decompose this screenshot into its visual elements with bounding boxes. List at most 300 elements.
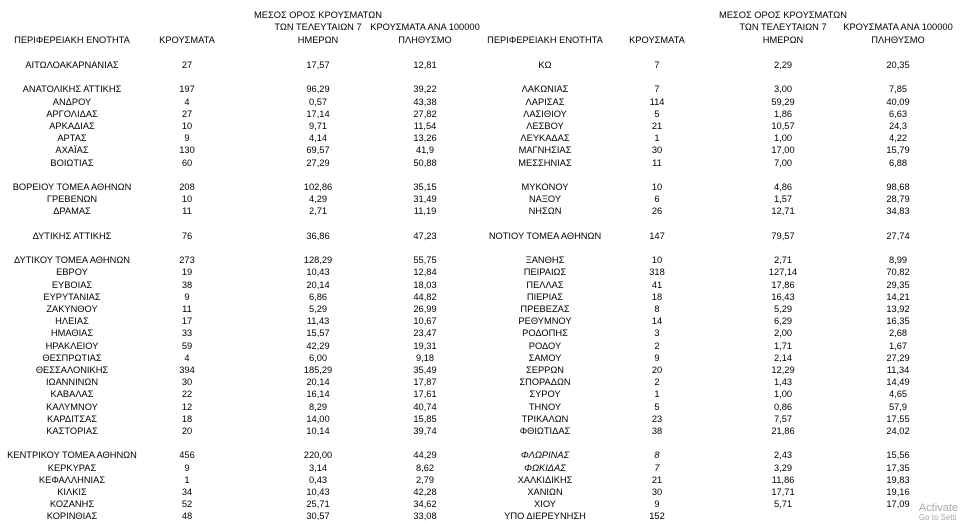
avg-7-days-cell: 11,86 [771,474,795,485]
avg-7-days-cell: 6,29 [773,316,793,327]
region-cell: ΚΟΡΙΝΘΙΑΣ [46,511,98,522]
avg-7-days-cell: 11,43 [306,316,330,327]
cases-cell: 9 [654,499,660,510]
cases-cell: 30 [651,487,663,497]
per-100k-cell: 13,26 [413,133,437,144]
region-cell: ΠΕΛΛΑΣ [526,279,564,290]
per-100k-cell: 19,83 [886,474,910,485]
region-cell: ΚΑΣΤΟΡΙΑΣ [46,426,98,436]
avg-7-days-cell: 2,43 [773,450,793,461]
region-cell: ΔΥΤΙΚΗΣ ΑΤΤΙΚΗΣ [32,230,112,241]
per-100k-cell: 17,35 [886,462,910,473]
region-cell: ΘΕΣΠΡΩΤΙΑΣ [42,352,102,363]
table-row [0,205,960,217]
cases-cell: 8 [654,304,660,314]
per-100k-cell: 15,79 [886,145,910,156]
avg-7-days-cell: 2,71 [773,255,793,266]
avg-7-days-cell: 1,00 [773,389,793,400]
avg-7-days-cell: 12,29 [771,365,795,375]
region-cell: ΑΡΤΑΣ [57,133,87,144]
per-100k-cell: 19,16 [886,487,910,497]
cases-cell: 11 [182,206,192,217]
right-header-cases-per-100k: ΚΡΟΥΣΜΑΤΑ ΑΝΑ 100000 ΠΛΗΘΥΣΜΟ [843,22,953,45]
per-100k-cell: 41,9 [415,145,435,156]
per-100k-cell: 4,65 [888,389,908,400]
cases-cell: 114 [649,96,665,107]
region-cell: ΚΕΝΤΡΙΚΟΥ ΤΟΜΕΑ ΑΘΗΝΩΝ [7,450,137,461]
table-row [0,474,960,486]
per-100k-cell: 15,56 [886,450,910,461]
per-100k-cell: 6,63 [888,108,908,119]
region-cell: ΤΡΙΚΑΛΩΝ [521,413,569,424]
region-cell: ΕΥΒΟΙΑΣ [51,279,93,290]
region-cell: ΝΑΞΟΥ [528,194,562,205]
avg-7-days-cell: 9,71 [308,121,328,131]
cases-cell: 38 [651,426,663,436]
region-cell: ΚΑΛΥΜΝΟΥ [46,401,98,412]
per-100k-cell: 39,22 [413,84,437,95]
cases-cell: 18 [651,291,663,302]
table-row [0,230,960,242]
region-cell: ΔΡΑΜΑΣ [53,206,91,217]
cases-cell: 456 [179,450,195,461]
cases-cell: 6 [654,194,660,205]
region-cell: ΣΑΜΟΥ [528,352,562,363]
avg-7-days-cell: 6,86 [308,291,328,302]
per-100k-cell: 27,74 [886,230,910,241]
table-row [0,352,960,364]
region-cell: ΖΑΚΥΝΘΟΥ [46,304,98,314]
avg-7-days-cell: 17,86 [771,279,795,290]
avg-7-days-cell: 6,00 [308,352,328,363]
per-100k-cell: 13,92 [886,304,910,314]
per-100k-cell: 26,99 [413,304,437,314]
cases-cell: 52 [181,499,193,510]
per-100k-cell: 55,75 [413,255,437,266]
cases-cell: 27 [181,60,193,70]
per-100k-cell: 7,85 [888,84,908,95]
avg-7-days-cell: 1,57 [773,194,793,205]
cases-cell: 9 [184,462,190,473]
per-100k-cell: 15,85 [413,413,437,424]
table-row [0,376,960,388]
cases-cell: 20 [651,365,663,375]
watermark-line-1: Activate [918,502,958,514]
table-row [0,254,960,266]
avg-7-days-cell: 17,14 [306,108,330,119]
cases-cell: 2 [654,377,660,388]
per-100k-cell: 34,62 [413,499,437,510]
per-100k-cell: 12,84 [413,267,437,278]
region-cell: ΦΛΩΡΙΝΑΣ [520,450,570,461]
region-cell: ΑΡΚΑΔΙΑΣ [49,121,95,131]
region-cell: ΘΕΣΣΑΛΟΝΙΚΗΣ [35,365,109,375]
cases-cell: 26 [651,206,663,217]
region-cell: ΗΛΕΙΑΣ [55,316,89,327]
region-cell: ΜΑΓΝΗΣΙΑΣ [518,145,572,156]
per-100k-cell: 11,19 [413,206,437,217]
table-row [0,132,960,144]
cases-cell: 4 [184,96,190,107]
region-cell: ΣΠΟΡΑΔΩΝ [519,377,571,388]
cases-cell: 7 [654,84,660,95]
per-100k-cell: 34,83 [886,206,910,217]
per-100k-cell: 1,67 [888,340,908,351]
avg-7-days-cell: 2,71 [308,206,328,217]
region-cell: ΕΒΡΟΥ [56,267,88,278]
cases-cell: 2 [654,340,660,351]
region-cell: ΑΙΤΩΛΟΑΚΑΡΝΑΝΙΑΣ [25,60,119,70]
avg-7-days-cell: 8,29 [308,401,328,412]
cases-cell: 147 [649,230,665,241]
per-100k-cell: 27,82 [413,108,437,119]
cases-cell: 273 [179,255,195,266]
region-cell: ΚΕΦΑΛΛΗΝΙΑΣ [38,474,106,485]
region-cell: ΑΡΓΟΛΙΔΑΣ [46,108,98,119]
table-row [0,425,960,437]
per-100k-cell: 47,23 [413,230,437,241]
cases-cell: 34 [181,487,193,497]
avg-7-days-cell: 102,86 [303,182,333,192]
region-cell: ΕΥΡΥΤΑΝΙΑΣ [43,291,101,302]
region-cell: ΦΘΙΩΤΙΔΑΣ [519,426,571,436]
cases-cell: 10 [181,121,193,131]
cases-cell: 60 [181,157,193,168]
per-100k-cell: 6,88 [888,157,908,168]
region-cell: ΛΕΥΚΑΔΑΣ [520,133,570,144]
avg-7-days-cell: 20,14 [306,279,330,290]
region-cell: ΥΠΟ ΔΙΕΡΕΥΝΗΣΗ [504,511,586,522]
cases-cell: 10 [181,194,193,205]
windows-activation-watermark [919,502,958,522]
region-cell: ΧΑΝΙΩΝ [527,487,563,497]
cases-cell: 48 [181,511,193,522]
avg-7-days-cell: 220,00 [303,450,333,461]
per-100k-cell: 40,09 [886,96,910,107]
avg-7-days-cell: 27,29 [306,157,330,168]
table-row [0,279,960,291]
avg-7-days-cell: 10,14 [306,426,330,436]
region-cell: ΛΕΣΒΟΥ [526,121,564,131]
region-cell: ΗΡΑΚΛΕΙΟΥ [45,340,99,351]
region-cell: ΠΙΕΡΙΑΣ [526,291,564,302]
table-row [0,291,960,303]
cases-cell: 8 [654,450,660,461]
left-header-cases-per-100k: ΚΡΟΥΣΜΑΤΑ ΑΝΑ 100000 ΠΛΗΘΥΣΜΟ [370,22,480,45]
table-row [0,462,960,474]
per-100k-cell: 98,68 [886,182,910,192]
cases-cell: 10 [651,255,663,266]
avg-7-days-cell: 10,57 [771,121,795,131]
region-cell: ΚΑΡΔΙΤΣΑΣ [46,413,98,424]
avg-7-days-cell: 10,43 [306,267,330,278]
region-cell: ΡΟΔΟΥ [528,340,562,351]
region-cell: ΚΩ [538,60,552,70]
cases-cell: 41 [651,279,663,290]
region-cell: ΙΩΑΝΝΙΝΩΝ [45,377,99,388]
avg-7-days-cell: 16,43 [771,291,795,302]
per-100k-cell: 24,02 [886,426,910,436]
avg-7-days-cell: 17,71 [771,487,795,497]
region-cell: ΚΙΛΚΙΣ [57,487,87,497]
table-row [0,449,960,461]
region-cell: ΛΑΣΙΘΙΟΥ [523,108,567,119]
cases-cell: 9 [184,133,190,144]
region-cell: ΑΧΑΪΑΣ [55,145,89,156]
cases-cell: 152 [649,511,665,522]
table-row [0,498,960,510]
cases-cell: 318 [649,267,665,278]
per-100k-cell: 17,87 [413,377,437,388]
per-100k-cell: 20,35 [886,60,910,70]
region-cell: ΦΩΚΙΔΑΣ [524,462,566,473]
table-row [0,510,960,522]
table-row [0,120,960,132]
region-cell: ΧΑΛΚΙΔΙΚΗΣ [517,474,573,485]
cases-cell: 30 [181,377,193,388]
table-row [0,486,960,498]
cases-cell: 21 [651,121,663,131]
region-cell: ΚΟΖΑΝΗΣ [49,499,95,510]
avg-7-days-cell: 4,86 [773,182,793,192]
per-100k-cell: 9,18 [415,352,435,363]
avg-7-days-cell: 0,86 [773,401,793,412]
avg-7-days-cell: 17,57 [306,60,330,70]
left-header-avg-7-days: ΜΕΣΟΣ ΟΡΟΣ ΚΡΟΥΣΜΑΤΩΝ ΤΩΝ ΤΕΛΕΥΤΑΙΩΝ 7 ΗΜΕΡΩΝ [254,9,382,45]
table-row [0,340,960,352]
per-100k-cell: 18,03 [413,279,437,290]
region-cell: ΣΥΡΟΥ [529,389,561,400]
avg-7-days-cell: 185,29 [303,365,333,375]
avg-7-days-cell: 1,43 [773,377,793,388]
avg-7-days-cell: 1,86 [773,108,793,119]
region-cell: ΠΡΕΒΕΖΑΣ [520,304,570,314]
per-100k-cell: 11,54 [413,121,437,131]
avg-7-days-cell: 3,00 [773,84,793,95]
per-100k-cell: 43,38 [413,96,437,107]
table-row [0,364,960,376]
watermark-line-2: Go to Setti [918,513,957,522]
per-100k-cell: 28,79 [886,194,910,205]
region-cell: ΡΟΔΟΠΗΣ [522,328,568,339]
region-cell: ΝΗΣΩΝ [528,206,562,217]
per-100k-cell: 8,62 [415,462,435,473]
avg-7-days-cell: 4,14 [308,133,328,144]
region-cell: ΜΥΚΟΝΟΥ [521,182,569,192]
avg-7-days-cell: 2,00 [773,328,793,339]
avg-7-days-cell: 42,29 [306,340,330,351]
cases-cell: 1 [654,389,660,400]
avg-7-days-cell: 1,00 [773,133,793,144]
per-100k-cell: 17,61 [413,389,437,400]
table-row [0,266,960,278]
per-100k-cell: 70,82 [886,267,910,278]
per-100k-cell: 27,29 [886,352,910,363]
region-cell: ΒΟΡΕΙΟΥ ΤΟΜΕΑ ΑΘΗΝΩΝ [12,182,132,192]
per-100k-cell: 19,31 [413,340,437,351]
region-cell: ΑΝΔΡΟΥ [52,96,92,107]
avg-7-days-cell: 15,57 [306,328,330,339]
avg-7-days-cell: 12,71 [771,206,795,217]
table-row [0,303,960,315]
cases-cell: 11 [182,304,192,314]
per-100k-cell: 35,49 [413,365,437,375]
cases-cell: 130 [179,145,195,156]
table-row [0,413,960,425]
region-cell: ΒΟΙΩΤΙΑΣ [50,157,94,168]
avg-7-days-cell: 36,86 [306,230,330,241]
avg-7-days-cell: 16,14 [306,389,330,400]
cases-cell: 7 [654,462,660,473]
per-100k-cell: 11,34 [886,365,910,375]
avg-7-days-cell: 17,00 [771,145,795,156]
per-100k-cell: 2,68 [888,328,908,339]
per-100k-cell: 14,49 [886,377,910,388]
cases-cell: 12 [181,401,193,412]
table-row [0,193,960,205]
region-cell: ΧΙΟΥ [534,499,556,510]
cases-cell: 19 [181,267,193,278]
cases-cell: 33 [181,328,193,339]
avg-7-days-cell: 128,29 [303,255,333,266]
avg-7-days-cell: 59,29 [771,96,795,107]
avg-7-days-cell: 2,14 [773,352,793,363]
region-cell: ΛΑΚΩΝΙΑΣ [521,84,569,95]
cases-cell: 14 [651,316,663,327]
table-row [0,388,960,400]
per-100k-cell: 44,82 [413,291,437,302]
avg-7-days-cell: 10,43 [306,487,330,497]
per-100k-cell: 17,09 [886,499,910,510]
region-cell: ΑΝΑΤΟΛΙΚΗΣ ΑΤΤΙΚΗΣ [22,84,122,95]
avg-7-days-cell: 5,29 [773,304,793,314]
region-cell: ΛΑΡΙΣΑΣ [525,96,565,107]
cases-cell: 76 [181,230,193,241]
table-row [0,157,960,169]
avg-7-days-cell: 0,57 [308,96,328,107]
per-100k-cell: 8,99 [888,255,908,266]
avg-7-days-cell: 4,29 [308,194,328,205]
region-cell: ΤΗΝΟΥ [528,401,562,412]
cases-cell: 197 [179,84,195,95]
cases-cell: 18 [181,413,193,424]
cases-cell: 21 [651,474,663,485]
avg-7-days-cell: 1,71 [773,340,793,351]
avg-7-days-cell: 0,43 [308,474,328,485]
table-row [0,401,960,413]
avg-7-days-cell: 30,57 [306,511,330,522]
region-cell: ΔΥΤΙΚΟΥ ΤΟΜΕΑ ΑΘΗΝΩΝ [13,255,131,266]
table-row [0,144,960,156]
cases-cell: 3 [654,328,660,339]
avg-7-days-cell: 25,71 [306,499,330,510]
region-cell: ΞΑΝΘΗΣ [525,255,565,266]
table-row [0,83,960,95]
right-header-cases: ΚΡΟΥΣΜΑΤΑ [629,34,685,45]
per-100k-cell: 24,3 [888,121,908,131]
per-100k-cell: 57,9 [888,401,908,412]
cases-cell: 5 [654,108,660,119]
per-100k-cell: 31,49 [413,194,437,205]
cases-cell: 11 [652,157,662,168]
avg-7-days-cell: 21,86 [771,426,795,436]
cases-cell: 30 [651,145,663,156]
avg-7-days-cell: 5,71 [773,499,793,510]
cases-cell: 20 [181,426,193,436]
avg-7-days-cell: 96,29 [306,84,330,95]
avg-7-days-cell: 20,14 [306,377,330,388]
per-100k-cell: 16,35 [886,316,910,327]
region-cell: ΠΕΙΡΑΙΩΣ [523,267,567,278]
table-row [0,108,960,120]
per-100k-cell: 17,55 [886,413,910,424]
avg-7-days-cell: 69,57 [306,145,330,156]
per-100k-cell: 35,15 [413,182,437,192]
cases-cell: 208 [179,182,195,192]
region-cell: ΚΑΒΑΛΑΣ [50,389,94,400]
cases-cell: 17 [181,316,193,327]
left-header-cases: ΚΡΟΥΣΜΑΤΑ [159,34,215,45]
per-100k-cell: 2,79 [415,474,435,485]
cases-cell: 1 [184,474,190,485]
right-header-avg-7-days: ΜΕΣΟΣ ΟΡΟΣ ΚΡΟΥΣΜΑΤΩΝ ΤΩΝ ΤΕΛΕΥΤΑΙΩΝ 7 ΗΜΕΡΩΝ [719,9,847,45]
region-cell: ΣΕΡΡΩΝ [525,365,565,375]
region-cell: ΡΕΘΥΜΝΟΥ [518,316,572,327]
cases-cell: 5 [654,401,660,412]
cases-cell: 10 [651,182,663,192]
region-cell: ΝΟΤΙΟΥ ΤΟΜΕΑ ΑΘΗΝΩΝ [488,230,602,241]
per-100k-cell: 29,35 [886,279,910,290]
per-100k-cell: 12,81 [413,60,437,70]
per-100k-cell: 39,74 [413,426,437,436]
table-header [0,0,960,50]
avg-7-days-cell: 7,57 [773,413,793,424]
avg-7-days-cell: 3,29 [773,462,793,473]
avg-7-days-cell: 2,29 [773,60,793,70]
avg-7-days-cell: 127,14 [768,267,798,278]
avg-7-days-cell: 14,00 [306,413,330,424]
table-row [0,181,960,193]
left-header-region: ΠΕΡΙΦΕΡΕΙΑΚΗ ΕΝΟΤΗΤΑ [14,34,130,45]
per-100k-cell: 23,47 [413,328,437,339]
cases-cell: 1 [654,133,660,144]
cases-cell: 9 [184,291,190,302]
per-100k-cell: 44,29 [413,450,437,461]
cases-cell: 38 [181,279,193,290]
table-row [0,96,960,108]
region-cell: ΗΜΑΘΙΑΣ [50,328,94,339]
region-cell: ΜΕΣΣΗΝΙΑΣ [518,157,572,168]
per-100k-cell: 42,28 [413,487,437,497]
avg-7-days-cell: 79,57 [771,230,795,241]
cases-cell: 23 [651,413,663,424]
table-row [0,327,960,339]
cases-cell: 22 [181,389,193,400]
per-100k-cell: 50,88 [413,157,437,168]
per-100k-cell: 10,67 [413,316,437,327]
region-cell: ΓΡΕΒΕΝΩΝ [46,194,98,205]
per-100k-cell: 40,74 [413,401,437,412]
avg-7-days-cell: 3,14 [308,462,328,473]
table-row [0,59,960,71]
per-100k-cell: 33,08 [413,511,437,522]
region-cell: ΚΕΡΚΥΡΑΣ [47,462,97,473]
cases-cell: 9 [654,352,660,363]
cases-cell: 7 [654,60,660,70]
cases-cell: 27 [181,108,193,119]
cases-cell: 4 [184,352,190,363]
per-100k-cell: 4,22 [888,133,908,144]
